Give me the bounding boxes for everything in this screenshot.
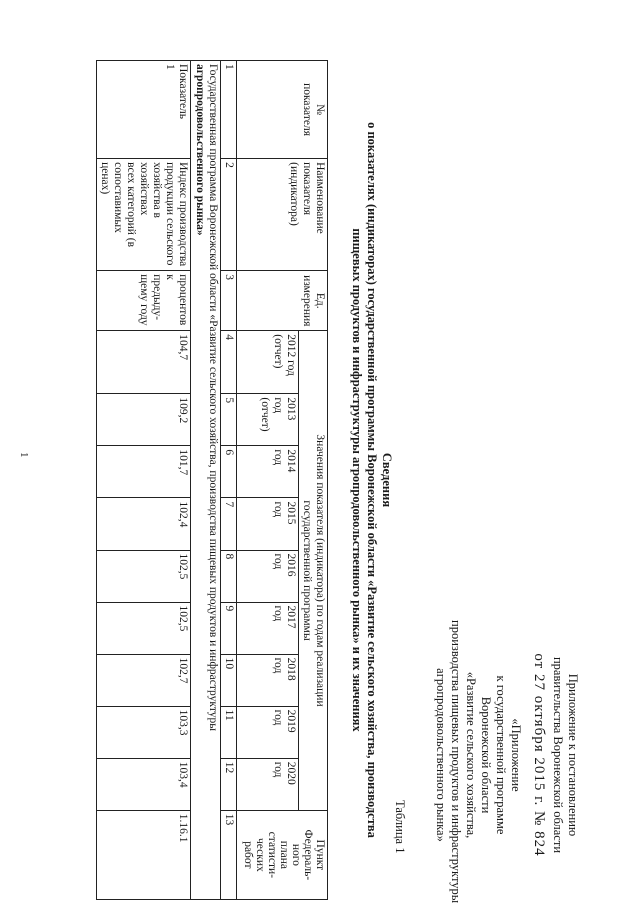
indicator-value: 102,7	[97, 654, 191, 706]
indicator-value: 104,7	[97, 331, 191, 394]
header-num: № показателя	[237, 61, 328, 159]
indicator-value: 102,5	[97, 550, 191, 602]
col-number: 13	[221, 810, 237, 899]
col-number: 10	[221, 654, 237, 706]
indicator-num: Показатель 1	[97, 61, 191, 159]
program-row	[191, 61, 221, 900]
col-number: 7	[221, 498, 237, 550]
header-unit: Ед. измерения	[237, 271, 328, 331]
annex-block	[433, 620, 580, 904]
header-year: 2018 год	[237, 654, 299, 706]
indicator-value: 103,3	[97, 706, 191, 758]
annex-line: от 27 октября 2015 г. № 824	[531, 653, 547, 857]
col-number: 6	[221, 446, 237, 498]
annex-line: Приложение к постановлению	[566, 673, 580, 837]
indicator-value: 101,7	[97, 446, 191, 498]
annex-line: Воронежской области	[479, 696, 493, 814]
col-number: 12	[221, 758, 237, 810]
column-number-row	[221, 61, 237, 900]
header-year: 2014 год	[237, 446, 299, 498]
col-number: 9	[221, 602, 237, 654]
title-line: пищевых продуктов и инфраструктуры агропродовольственного рынка» и их значениях	[350, 228, 364, 732]
col-number: 1	[221, 61, 237, 159]
header-year: 2019 год	[237, 706, 299, 758]
program-cell: Государственная программа Воронежской области «Развитие сельского хозяйства, производства пищевых продуктов и инфраструктуры агропродовольственного рынка»	[191, 61, 221, 900]
annex-line: агропродовольственного рынка»	[434, 668, 448, 842]
col-number: 2	[221, 159, 237, 271]
annex-line: производства пищевых продуктов и инфраструктуры	[449, 620, 463, 904]
col-number: 11	[221, 706, 237, 758]
title-line: о показателях (индикаторах) государственной программы Воронежской области «Развитие сельского хозяйства, производства	[365, 122, 379, 838]
document-title	[349, 60, 394, 900]
header-plan: Пункт Федераль- ного плана статисти- ческих работ	[237, 810, 328, 899]
page-number: 1	[18, 452, 30, 458]
header-year: 2016 год	[237, 550, 299, 602]
col-number: 3	[221, 271, 237, 331]
indicator-value: 102,5	[97, 602, 191, 654]
indicator-table	[96, 60, 328, 900]
header-group: Значения показателя (индикатора) по годам реализации государственной программы	[299, 331, 328, 810]
indicator-value: 102,4	[97, 498, 191, 550]
annex-line: «Развитие сельского хозяйства,	[464, 671, 478, 839]
indicator-name: Индекс производства продукции сельского хозяйства в хозяйствах всех категорий (в сопоставимых ценах)	[97, 159, 191, 271]
col-number: 8	[221, 550, 237, 602]
indicator-value: 103,4	[97, 758, 191, 810]
header-name: Наименование показателя (индикатора)	[237, 159, 328, 271]
col-number: 5	[221, 394, 237, 446]
indicator-unit: процентов к предыду- щему году	[97, 271, 191, 331]
header-year: 2012 год (отчет)	[237, 331, 299, 394]
annex-line: «Приложение	[509, 718, 523, 792]
annex-line: правительства Воронежской области	[551, 656, 565, 854]
header-year: 2020 год	[237, 758, 299, 810]
col-number: 4	[221, 331, 237, 394]
indicator-value: 109,2	[97, 394, 191, 446]
header-year: 2017 год	[237, 602, 299, 654]
table-row	[97, 61, 191, 900]
table-label: Таблица 1	[393, 800, 407, 854]
indicator-plan: 1.16.1	[97, 810, 191, 899]
header-year: 2015 год	[237, 498, 299, 550]
header-row	[299, 61, 328, 900]
header-year: 2013 год (отчет)	[237, 394, 299, 446]
title-line: Сведения	[380, 452, 394, 508]
annex-line: к государственной программе	[494, 675, 508, 835]
